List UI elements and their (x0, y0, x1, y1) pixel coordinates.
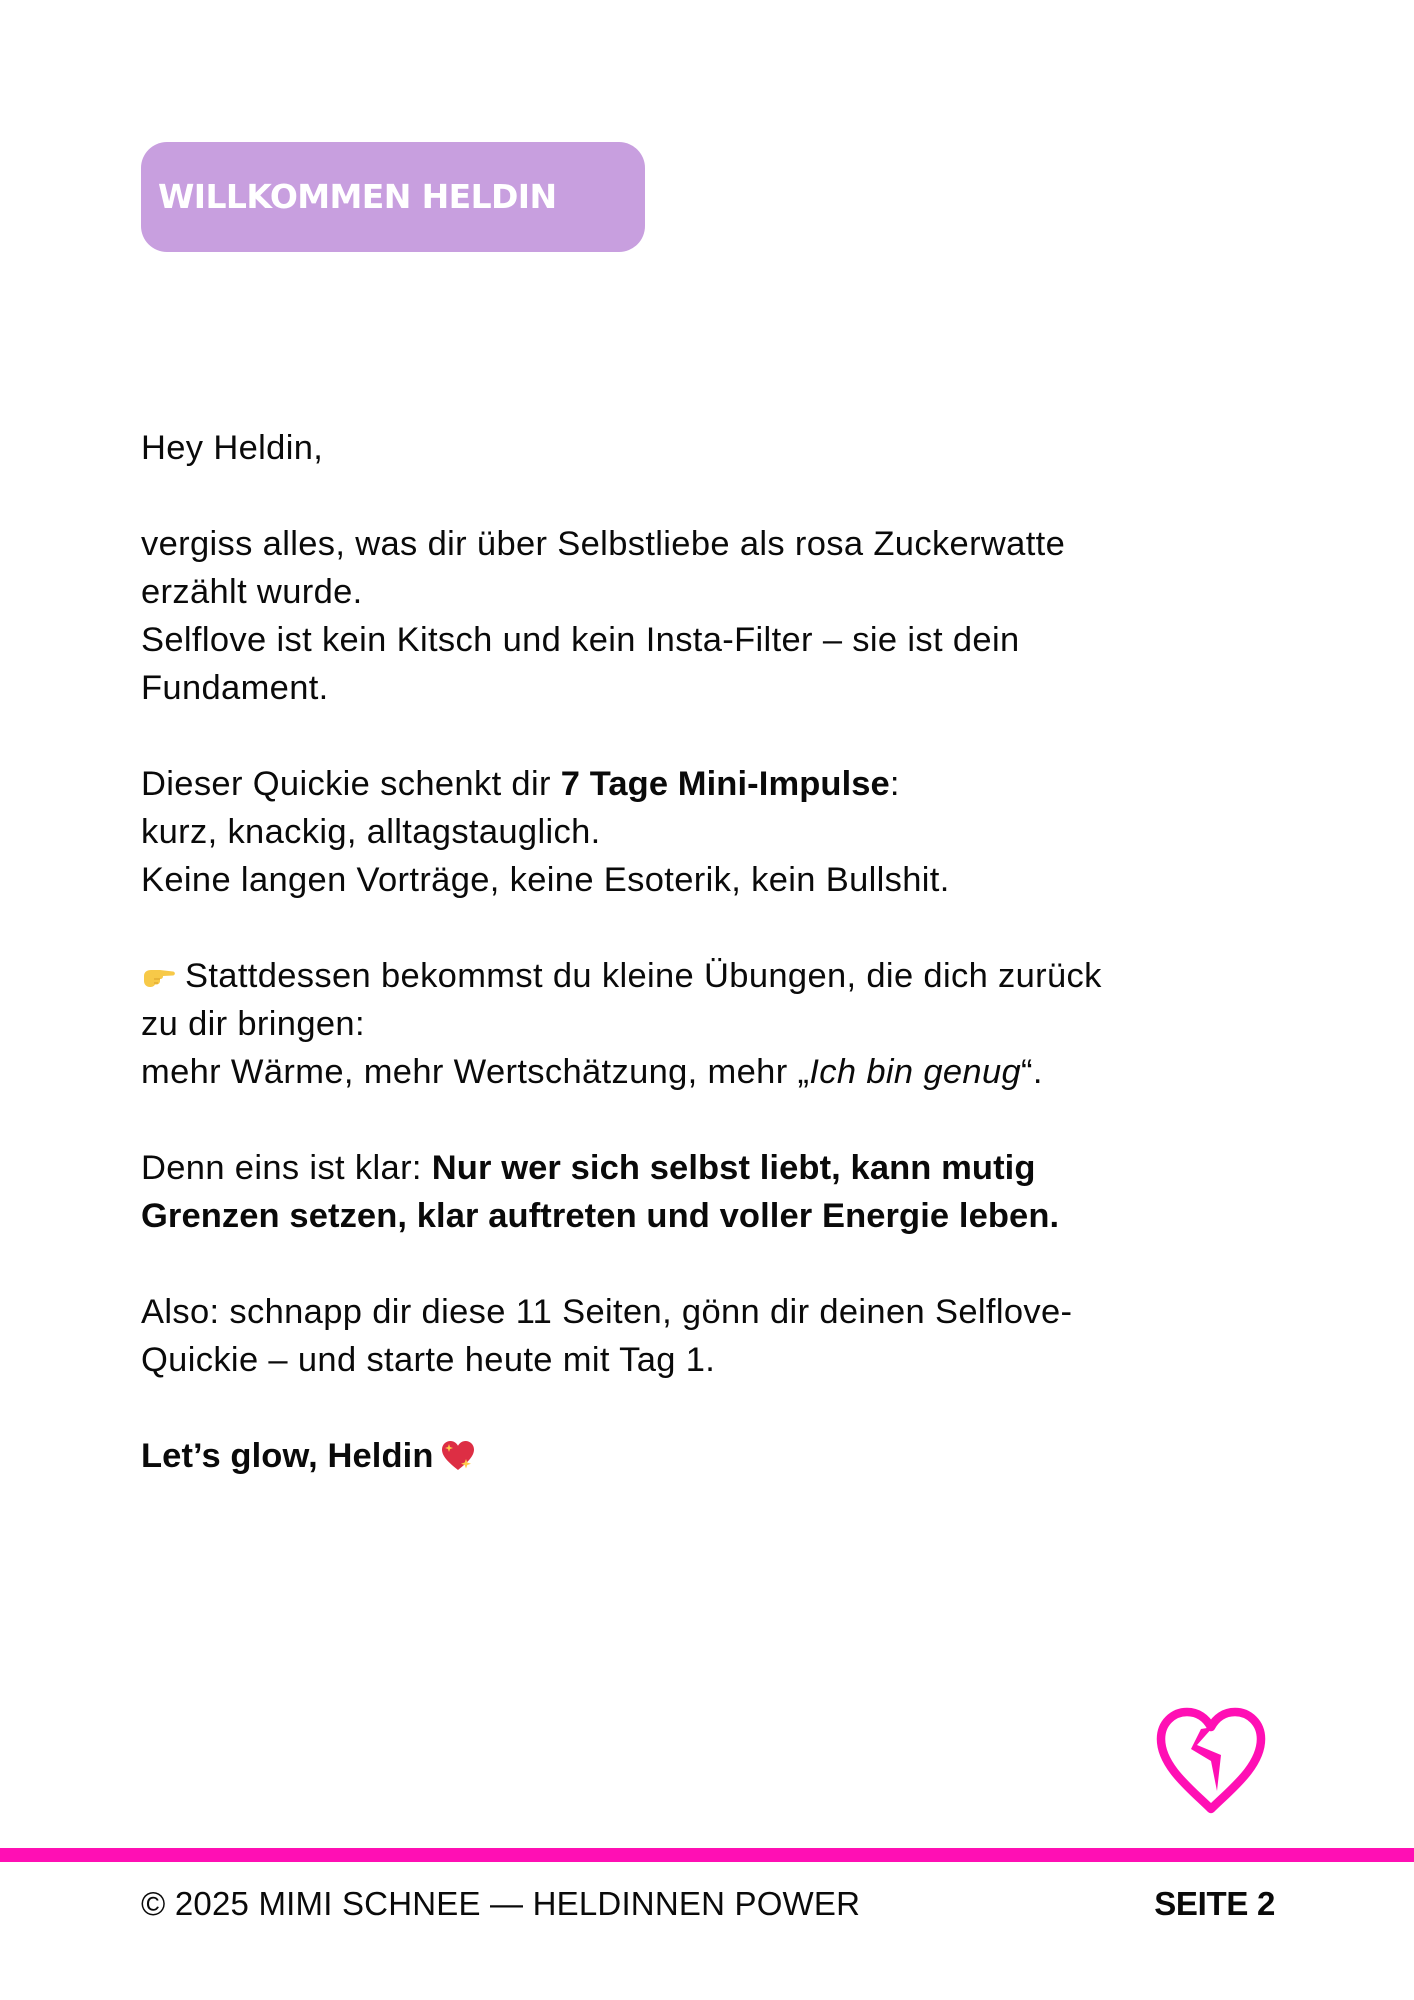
text-line (141, 952, 1281, 1000)
paragraph-gap (141, 1384, 1281, 1432)
text-run: mehr Wärme, mehr Wertschätzung, mehr „ (141, 1053, 810, 1091)
text-line: Keine langen Vorträge, keine Esoterik, kein Bullshit. (141, 861, 950, 899)
text-line: Selflove ist kein Kitsch und kein Insta-Filter – sie ist dein (141, 621, 1020, 659)
text-run: Dieser Quickie schenkt dir (141, 765, 561, 803)
paragraph-gap (141, 1096, 1281, 1144)
text-line (141, 760, 1281, 808)
closing-text: Let’s glow, Heldin (141, 1437, 434, 1475)
lightning-bolt (1191, 1727, 1221, 1791)
paragraph-intro (141, 520, 1281, 712)
paragraph-statement (141, 1144, 1281, 1240)
text-line: vergiss alles, was dir über Selbstliebe als rosa Zuckerwatte (141, 525, 1066, 563)
sparkling-heart-icon (440, 1439, 476, 1473)
welcome-letter (141, 424, 1281, 1480)
footer-copyright: © 2025 MIMI SCHNEE — HELDINNEN POWER (141, 1885, 861, 1922)
lightning-heart-icon (1153, 1705, 1269, 1817)
footer-divider (0, 1848, 1414, 1862)
paragraph-offer (141, 760, 1281, 904)
text-run: : (889, 765, 900, 803)
text-line: Also: schnapp dir diese 11 Seiten, gönn dir deinen Selflove- (141, 1293, 1073, 1331)
paragraph-gap (141, 712, 1281, 760)
text-line: Quickie – und starte heute mit Tag 1. (141, 1341, 716, 1379)
greeting: Hey Heldin, (141, 429, 324, 467)
italic-quote: Ich bin genug (809, 1053, 1022, 1091)
text-line: Fundament. (141, 669, 329, 707)
section-title-badge (141, 142, 645, 252)
text-line: erzählt wurde. (141, 573, 363, 611)
paragraph-gap (141, 472, 1281, 520)
text-line (141, 1144, 1281, 1192)
text-run: Stattdessen bekommst du kleine Übungen, die dich zurück (185, 957, 1102, 995)
page-number: SEITE 2 (1154, 1885, 1275, 1922)
text-line: zu dir bringen: (141, 1005, 365, 1043)
closing-line (141, 1432, 1281, 1480)
text-run: “. (1021, 1053, 1043, 1091)
paragraph-gap (141, 904, 1281, 952)
highlight-text: 7 Tage Mini-Impulse (560, 765, 890, 803)
text-line (141, 1048, 1281, 1096)
highlight-text: Nur wer sich selbst liebt, kann mutig (431, 1149, 1036, 1187)
paragraph-gap (141, 1240, 1281, 1288)
paragraph-call-to-action (141, 1288, 1281, 1384)
highlight-text: Grenzen setzen, klar auftreten und voller Energie leben. (141, 1197, 1060, 1235)
section-title: WILLKOMMEN HELDIN (158, 177, 557, 216)
text-line: kurz, knackig, alltagstauglich. (141, 813, 601, 851)
paragraph-exercises (141, 952, 1281, 1096)
backhand-index-pointing-right-icon (141, 967, 177, 989)
text-run: Denn eins ist klar: (141, 1149, 432, 1187)
